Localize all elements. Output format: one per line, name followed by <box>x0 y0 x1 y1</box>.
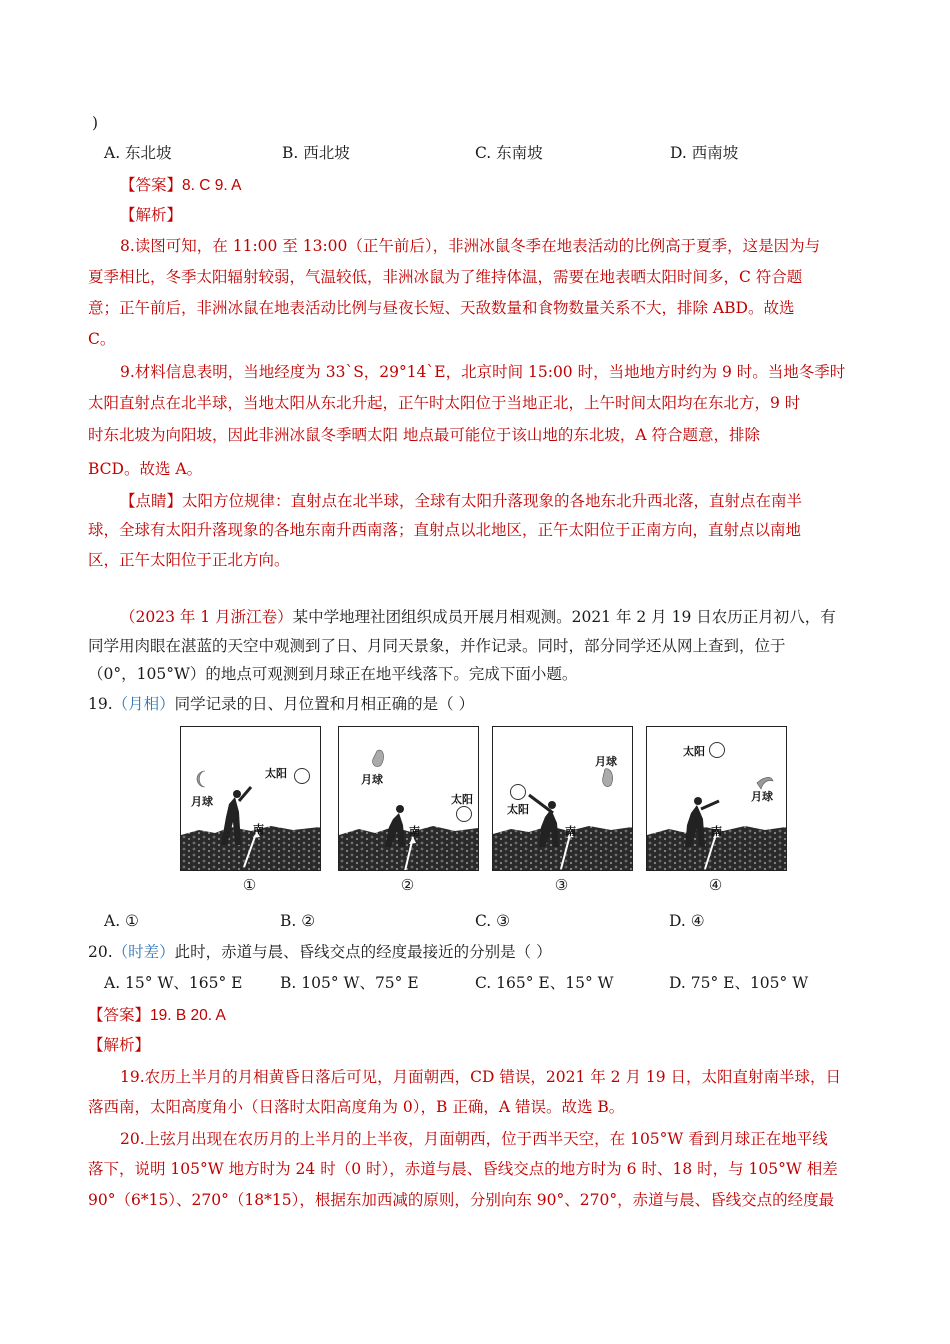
option-b[interactable]: B. 西北坡 <box>282 144 350 162</box>
exp8-line-2: 夏季相比，冬季太阳辐射较弱，气温较低，非洲冰鼠为了维持体温，需要在地表晒太阳时间多，C 符合题 <box>88 268 803 286</box>
intro-line-2: 同学用肉眼在湛蓝的天空中观测到了日、月同天景象，并作记录。同时，部分同学还从网上查到，位于 <box>88 637 786 655</box>
exam-source: （2023 年 1 月浙江卷） <box>120 608 293 626</box>
prev-question-tail: ) <box>92 114 99 132</box>
sun-icon <box>709 742 725 758</box>
exp19-line-1: 19.农历上半月的月相黄昏日落后可见，月面朝西，CD 错误，2021 年 2 月 19 日，太阳直射南半球，日 <box>120 1068 842 1086</box>
sun-label: 太阳 <box>451 793 473 806</box>
moon-phase-figure <box>180 726 790 896</box>
intro-line-1: （2023 年 1 月浙江卷）某中学地理社团组织成员开展月相观测。2021 年 2 月 19 日农历正月初八，有 <box>120 608 836 626</box>
panel-number-2: ② <box>400 876 415 894</box>
question-19: 19.（月相）同学记录的日、月位置和月相正确的是（ ） <box>88 695 475 713</box>
exp9-line-2: 太阳直射点在北半球，当地太阳从东北升起，正午时太阳位于当地正北，上午时间太阳均在东北方，9 时 <box>88 394 801 412</box>
option-c[interactable]: C. 165° E、15° W <box>475 974 614 992</box>
option-c[interactable]: C. 东南坡 <box>475 144 543 162</box>
intro-line-3: （0°，105°W）的地点可观测到月球正在地平线落下。完成下面小题。 <box>88 665 578 683</box>
q19-options <box>104 910 844 932</box>
panel-4[interactable] <box>646 726 787 871</box>
exp20-line-3: 90°（6*15）、270°（18*15），根据东加西减的原则，分别向东 90°、270°，赤道与晨、昏线交点的经度最 <box>88 1191 835 1209</box>
answer-value: 19. B 20. A <box>150 1007 226 1024</box>
exp9-line-3: 时东北坡为向阳坡，因此非洲冰鼠冬季晒太阳 地点最可能位于该山地的东北坡，A 符合题意，排除 <box>88 426 761 444</box>
q20-options <box>104 972 844 994</box>
option-b[interactable]: B. ② <box>280 912 316 930</box>
sun-label: 太阳 <box>507 803 529 816</box>
option-a[interactable]: A. 东北坡 <box>104 144 172 162</box>
analysis-heading-1: 【解析】 <box>120 206 183 224</box>
south-label: 南 <box>565 825 576 838</box>
sun-icon <box>294 768 310 784</box>
south-label: 南 <box>253 823 264 836</box>
south-label: 南 <box>409 825 420 838</box>
exp8-line-1: 8.读图可知，在 11:00 至 13:00（正午前后），非洲冰鼠冬季在地表活动的比例高于夏季，这是因为与 <box>120 237 821 255</box>
moon-label: 月球 <box>361 773 383 786</box>
exp9-line-1: 9.材料信息表明，当地经度为 33`S，29°14`E，北京时间 15:00 时，当地地方时约为 9 时。当地冬季时 <box>120 363 846 381</box>
tip-line-3: 区，正午太阳位于正北方向。 <box>88 551 290 569</box>
sun-icon <box>510 784 526 800</box>
tip-line-1: 【点睛】太阳方位规律：直射点在北半球，全球有太阳升落现象的各地东北升西北落，直射点在南半 <box>120 492 803 510</box>
topic-tag: （月相） <box>112 695 175 713</box>
exp20-line-1: 20.上弦月出现在农历月的上半月的上半夜，月面朝西，位于西半天空，在 105°W 看到月球正在地平线 <box>120 1130 828 1148</box>
prev-options <box>104 142 844 164</box>
option-b[interactable]: B. 105° W、75° E <box>280 974 419 992</box>
answer-value: 8. C 9. A <box>182 177 242 194</box>
option-a[interactable]: A. 15° W、165° E <box>104 974 243 992</box>
question-20: 20.（时差）此时，赤道与晨、昏线交点的经度最接近的分别是（ ） <box>88 943 552 961</box>
sun-label: 太阳 <box>683 745 705 758</box>
option-d[interactable]: D. 西南坡 <box>670 144 739 162</box>
analysis-heading-2: 【解析】 <box>88 1036 151 1054</box>
exp20-line-2: 落下，说明 105°W 地方时为 24 时（0 时），赤道与晨、昏线交点的地方时为 6 时、18 时，与 105°W 相差 <box>88 1160 838 1178</box>
moon-label: 月球 <box>191 795 213 808</box>
panel-number-3: ③ <box>554 876 569 894</box>
option-c[interactable]: C. ③ <box>475 912 511 930</box>
exp19-line-2: 落西南，太阳高度角小（日落时太阳高度角为 0），B 正确，A 错误。故选 B。 <box>88 1098 625 1116</box>
panel-number-4: ④ <box>708 876 723 894</box>
answer-line-2 <box>88 1004 226 1027</box>
moon-label: 月球 <box>595 755 617 768</box>
panel-number-1: ① <box>242 876 257 894</box>
topic-tag: （时差） <box>112 943 175 961</box>
option-d[interactable]: D. ④ <box>669 912 705 930</box>
panel-3[interactable] <box>492 726 633 871</box>
exp8-line-4: C。 <box>88 330 116 348</box>
south-label: 南 <box>711 825 722 838</box>
answer-tag: 【答案】 <box>88 1006 151 1024</box>
exp8-line-3: 意；正午前后，非洲冰鼠在地表活动比例与昼夜长短、天敌数量和食物数量关系不大，排除 ABD。故选 <box>88 299 795 317</box>
moon-label: 月球 <box>751 790 773 803</box>
tip-line-2: 球，全球有太阳升落现象的各地东南升西南落；直射点以北地区，正午太阳位于正南方向，直射点以南地 <box>88 521 802 539</box>
option-a[interactable]: A. ① <box>104 912 139 930</box>
exp9-line-4: BCD。故选 A。 <box>88 460 203 478</box>
option-d[interactable]: D. 75° E、105° W <box>669 974 809 992</box>
answer-tag: 【答案】 <box>120 176 183 194</box>
sun-label: 太阳 <box>265 767 287 780</box>
panel-2[interactable] <box>338 726 479 871</box>
answer-line-1 <box>120 174 241 197</box>
sun-icon <box>456 806 472 822</box>
panel-1[interactable] <box>180 726 321 871</box>
